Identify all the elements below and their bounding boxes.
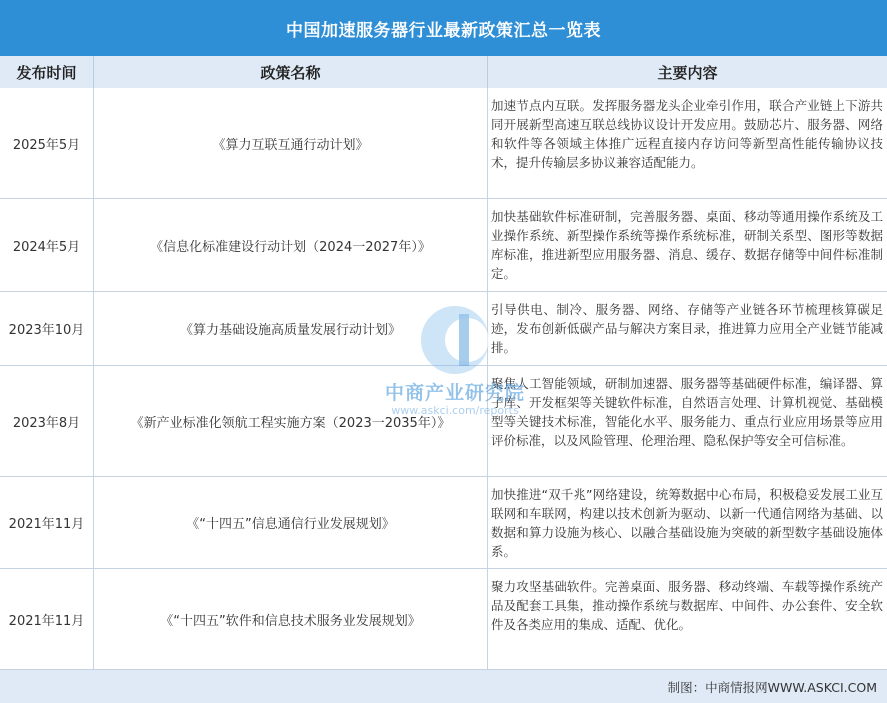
content-cell: 加快基础软件标准研制，完善服务器、桌面、移动等通用操作系统及工业操作系统、新型操作系统等操作系统标准，研制关系型、图形等数据库标准，推进新型应用服务器、消息、缓存、数据存储等中间件标准制定。	[491, 209, 883, 281]
table-row	[0, 292, 887, 366]
header-policy-name: 政策名称	[94, 56, 488, 88]
content-cell: 加快推进“双千兆”网络建设，统筹数据中心布局，积极稳妥发展工业互联网和车联网，构建以技术创新为驱动、以新一代通信网络为基础、以数据和算力设施为核心、以融合基础设施为突破的新型数字基础设施体系。	[491, 487, 883, 559]
table-row	[0, 366, 887, 477]
content-cell: 聚焦人工智能领域，研制加速器、服务器等基础硬件标准，编译器、算子库、开发框架等关键软件标准，自然语言处理、计算机视觉、基础模型等关键技术标准，智能化水平、服务能力、重点行业应用场景等应用评价标准，以及风险管理、伦理治理、隐私保护等安全可信标准。	[491, 376, 883, 448]
table-title: 中国加速服务器行业最新政策汇总一览表	[0, 0, 887, 56]
date-cell: 2024年5月	[0, 199, 94, 291]
table-row	[0, 477, 887, 569]
content-cell: 聚力攻坚基础软件。完善桌面、服务器、移动终端、车载等操作系统产品及配套工具集，推动操作系统与数据库、中间件、办公套件、安全软件及各类应用的集成、适配、优化。	[491, 579, 883, 632]
content-cell: 加速节点内互联。发挥服务器龙头企业牵引作用，联合产业链上下游共同开展新型高速互联总线协议设计开发应用。鼓励芯片、服务器、网络和软件等各领域主体推广远程直接内存访问等新型高性能传输协议技术，提升传输层多协议兼容适配能力。	[491, 98, 883, 170]
policy-name-cell: 《信息化标准建设行动计划（2024一2027年）》	[94, 199, 488, 291]
footer-source	[0, 670, 887, 703]
policy-name-cell: 《算力基础设施高质量发展行动计划》	[94, 292, 488, 365]
date-cell: 2025年5月	[0, 88, 94, 198]
table-header	[0, 56, 887, 88]
content-cell: 引导供电、制冷、服务器、网络、存储等产业链各环节梳理核算碳足迹，发布创新低碳产品与解决方案目录，推进算力应用全产业链节能减排。	[491, 302, 883, 355]
header-date: 发布时间	[0, 56, 94, 88]
date-cell: 2023年10月	[0, 292, 94, 365]
table-row	[0, 569, 887, 670]
date-cell: 2023年8月	[0, 366, 94, 476]
watermark-url: www.askci.com/reports	[391, 404, 519, 417]
table-row	[0, 88, 887, 199]
policy-name-cell: 《新产业标准化领航工程实施方案（2023一2035年）》	[94, 366, 488, 476]
date-cell: 2021年11月	[0, 569, 94, 669]
policy-name-cell: 《“十四五”信息通信行业发展规划》	[94, 477, 488, 568]
policy-name-cell: 《“十四五”软件和信息技术服务业发展规划》	[94, 569, 488, 669]
date-cell: 2021年11月	[0, 477, 94, 568]
footer-text: 制图：中商情报网WWW.ASKCI.COM	[667, 679, 877, 695]
policy-name-cell: 《算力互联互通行动计划》	[94, 88, 488, 198]
header-content: 主要内容	[657, 63, 718, 82]
watermark-logo-text: 中商产业研究院	[384, 382, 525, 404]
table-body	[0, 88, 887, 670]
table-row	[0, 199, 887, 292]
